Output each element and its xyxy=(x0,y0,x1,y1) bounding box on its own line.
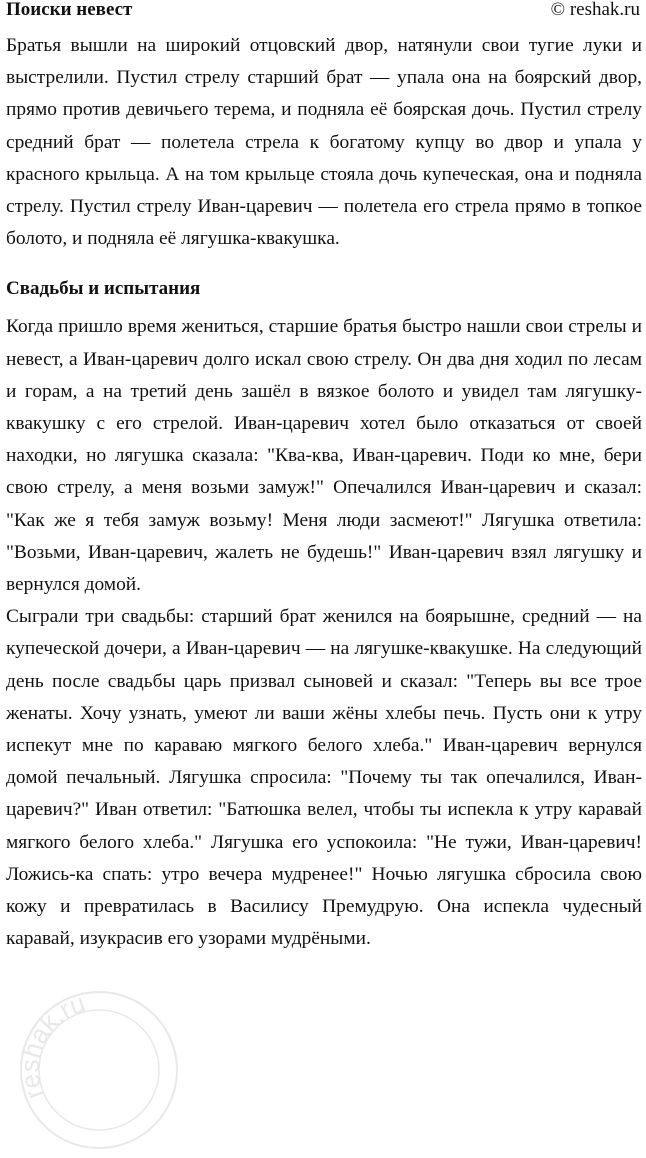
paragraph-1: Братья вышли на широкий отцовский двор, натянули свои тугие луки и выстрелили. Пустил стрелу старший брат — упала она на боярский двор, прямо против девичьего терема, и подняла её боярская дочь. Пустил стрелу средний брат — полетела стрела к богатому купцу во двор и упала у красного крыльца. А на том крыльце стояла дочь купеческая, она и подняла стрелу. Пустил стрелу Иван-царевич — полетела его стрела прямо в топкое болото, и подняла её лягушка-квакушка. xyxy=(6,35,642,250)
page-title: Поиски невест xyxy=(6,0,133,20)
paragraph-2: Когда пришло время жениться, старшие братья быстро нашли свои стрелы и невест, а Иван-царевич долго искал свою стрелу. Он два дня ходил по лесам и горам, а на третий день зашёл в вязкое болото и увидел там лягушку-квакушку с его стрелой. Иван-царевич хотел было отказаться от своей находки, но лягушка сказала: "Ква-ква, Иван-царевич. Поди ко мне, бери свою стрелу, а меня возьми замуж!" Опечалился Иван-царевич и сказал: "Как же я тебя замуж возьму! Меня люди засмеют!" Лягушка ответила: "Возьми, Иван-царевич, жалеть не будешь!" Иван-царевич взял лягушку и вернулся домой. xyxy=(6,316,642,596)
reshak-watermark-seal xyxy=(14,985,184,1155)
site-credit: © reshak.ru xyxy=(550,0,640,20)
section-heading-weddings: Свадьбы и испытания xyxy=(6,278,201,300)
watermark-text: reshak.ru xyxy=(14,987,89,1104)
page-header xyxy=(6,0,642,30)
paragraph-3: Сыграли три свадьбы: старший брат женился на боярышне, средний — на купеческой дочери, а Иван-царевич — на лягушке-квакушке. На следующий день после свадьбы царь призвал сыновей и сказал: "Теперь вы все трое женаты. Хочу узнать, умеют ли ваши жёны хлебы печь. Пусть они к утру испекут мне по караваю мягкого белого хлеба." Иван-царевич вернулся домой печальный. Лягушка спросила: "Почему ты так опечалился, Иван-царевич?" Иван ответил: "Батюшка велел, чтобы ты испекла к утру каравай мягкого белого хлеба." Лягушка его успокоила: "Не тужи, Иван-царевич! Ложись-ка спать: утро вечера мудренее!" Ночью лягушка сбросила свою кожу и превратилась в Василису Премудрую. Она испекла чудесный каравай, изукрасив его узорами мудрёными. xyxy=(6,606,642,950)
document-page xyxy=(6,0,642,955)
